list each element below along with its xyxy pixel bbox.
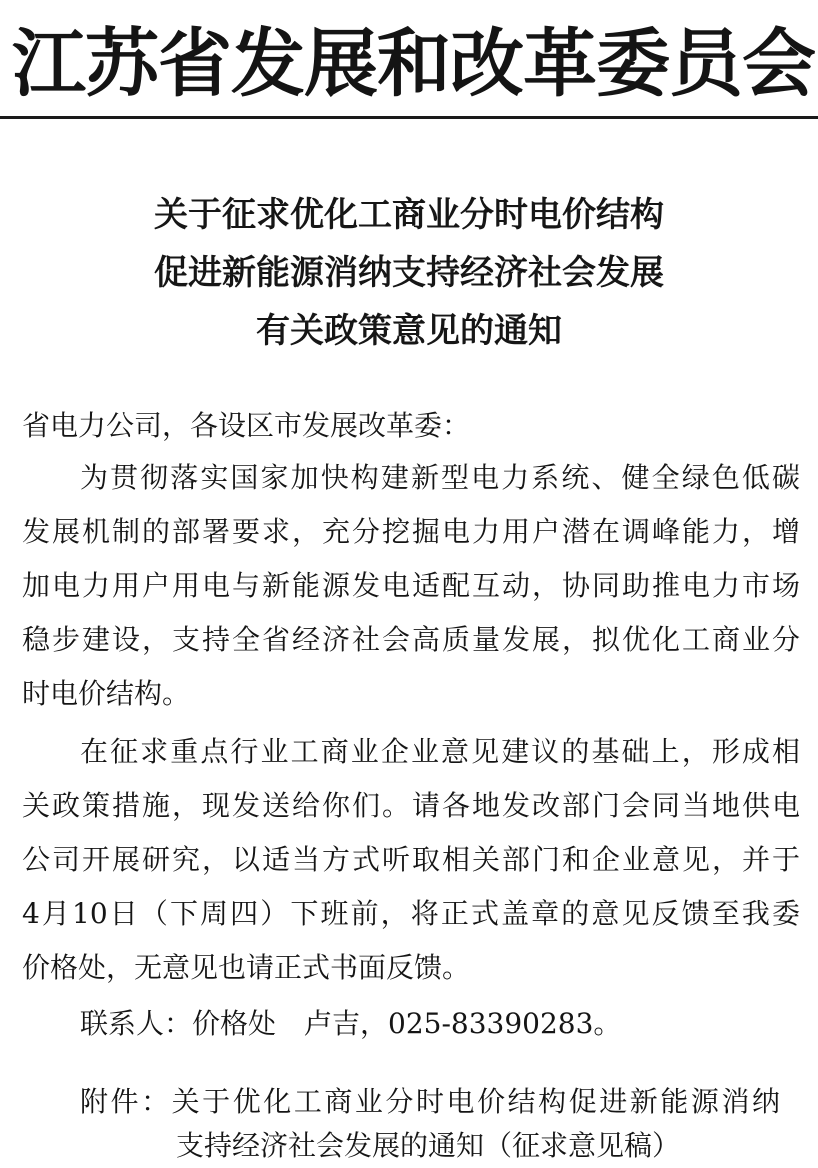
paragraph-1-line: 加电力用户用电与新能源发电适配互动，协同助推电力市场 [22,569,800,602]
masthead-rule [0,116,818,119]
document-title-line-3: 有关政策意见的通知 [256,311,562,351]
salutation: 省电力公司，各设区市发展改革委： [22,409,471,442]
paragraph-2-line: 关政策措施，现发送给你们。请各地发改部门会同当地供电 [22,789,800,822]
paragraph-2-line: 4月10日（下周四）下班前，将正式盖章的意见反馈至我委 [22,897,800,930]
issuer-masthead: 江苏省发展和改革委员会 [12,22,815,106]
paragraph-1-line: 发展机制的部署要求，充分挖掘电力用户潜在调峰能力，增 [22,515,800,548]
paragraph-1-line: 为贯彻落实国家加快构建新型电力系统、健全绿色低碳 [80,461,800,494]
paragraph-2-line: 公司开展研究，以适当方式听取相关部门和企业意见，并于 [22,843,800,876]
attachment-line-1: 附件：关于优化工商业分时电价结构促进新能源消纳 [80,1085,780,1118]
paragraph-1-line: 稳步建设，支持全省经济社会高质量发展，拟优化工商业分 [22,623,800,656]
contact-line: 联系人：价格处 卢吉，025-83390283。 [80,1007,622,1040]
paragraph-2-line: 在征求重点行业工商业企业意见建议的基础上，形成相 [80,735,800,768]
document-title-line-2: 促进新能源消纳支持经济社会发展 [154,253,664,293]
document-title-line-1: 关于征求优化工商业分时电价结构 [154,195,664,235]
paragraph-2-line: 价格处，无意见也请正式书面反馈。 [22,951,471,984]
attachment-line-2: 支持经济社会发展的通知（征求意见稿） [176,1129,681,1162]
paragraph-1-line: 时电价结构。 [22,677,191,710]
